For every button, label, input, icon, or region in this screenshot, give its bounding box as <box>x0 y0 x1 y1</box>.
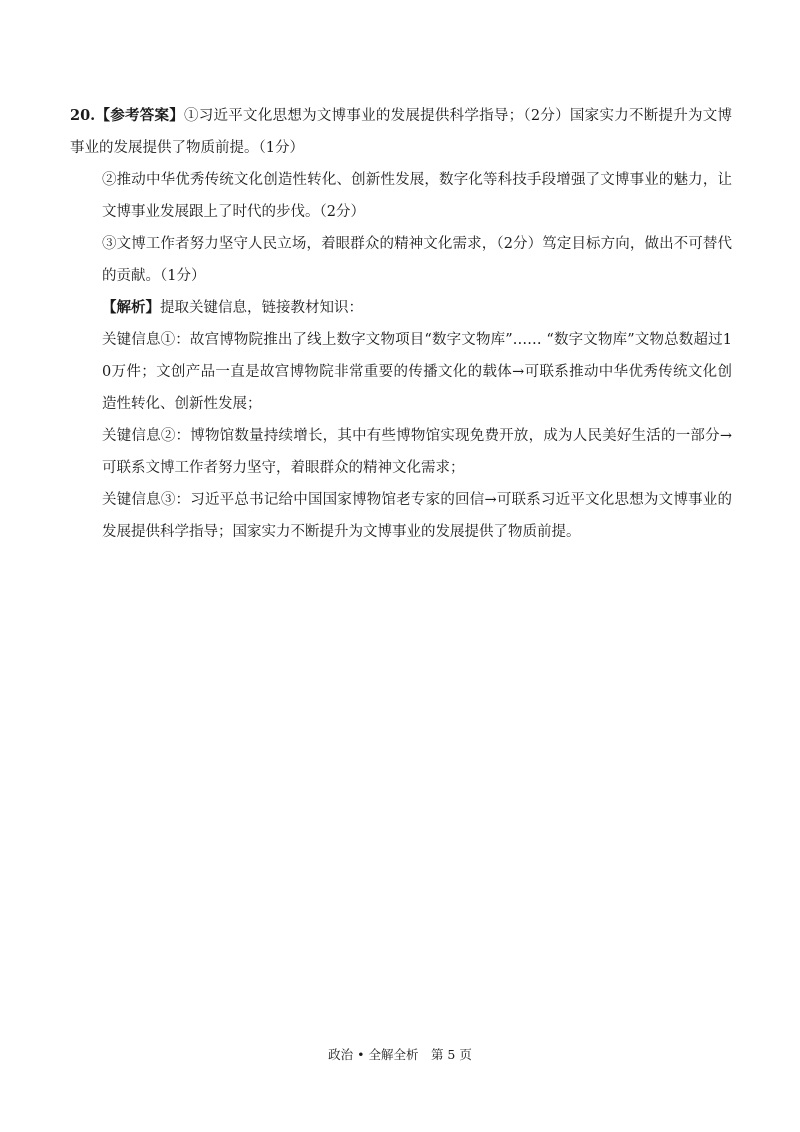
analysis-intro <box>70 292 732 324</box>
answer-text-3: ③文博工作者努力坚守人民立场，着眼群众的精神文化需求，（2分）笃定目标方向，做出不可替代的贡献。（1分） <box>102 236 732 284</box>
answer-text-1: ①习近平文化思想为文博事业的发展提供科学指导；（2分）国家实力不断提升为文博事业的发展提供了物质前提。（1分） <box>70 108 732 156</box>
analysis-item-2 <box>70 420 732 484</box>
analysis-intro-text: 提取关键信息，链接教材知识： <box>160 300 363 316</box>
answer-paragraph-3 <box>70 228 732 292</box>
answer-label: 【参考答案】 <box>95 107 185 124</box>
analysis-item-text-1: 关键信息①：故宫博物院推出了线上数字文物项目“数字文物库”…… “数字文物库”文物总数超过10万件；文创产品一直是故宫博物院非常重要的传播文化的载体→可联系推动中华优秀传统文化创造性转化、创新性发展； <box>102 332 732 412</box>
analysis-item-text-2: 关键信息②：博物馆数量持续增长，其中有些博物馆实现免费开放，成为人民美好生活的一部分→可联系文博工作者努力坚守，着眼群众的精神文化需求； <box>102 428 732 476</box>
page-footer: 政治 • 全解全析 第 5 页 <box>328 1047 472 1062</box>
analysis-item-3 <box>70 484 732 548</box>
analysis-item-text-3: 关键信息③：习近平总书记给中国国家博物馆老专家的回信→可联系习近平文化思想为文博事业的发展提供科学指导；国家实力不断提升为文博事业的发展提供了物质前提。 <box>102 492 732 540</box>
answer-text-2: ②推动中华优秀传统文化创造性转化、创新性发展，数字化等科技手段增强了文博事业的魅力，让文博事业发展跟上了时代的步伐。（2分） <box>102 172 732 220</box>
answer-section <box>70 100 732 548</box>
analysis-label: 【解析】 <box>102 299 160 316</box>
answer-paragraph-1 <box>70 100 732 164</box>
analysis-item-1 <box>70 324 732 420</box>
question-number: 20. <box>70 107 96 124</box>
answer-paragraph-2 <box>70 164 732 228</box>
